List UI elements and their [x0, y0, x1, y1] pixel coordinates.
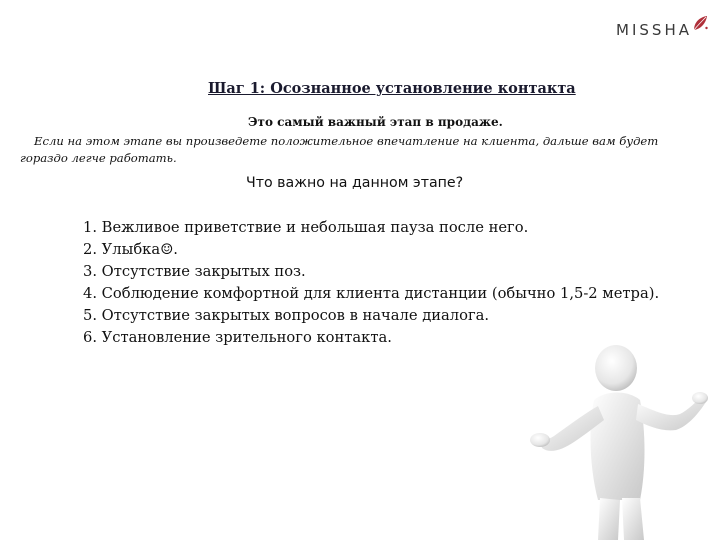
page-title: Шаг 1: Осознанное установление контакта — [208, 80, 576, 97]
list-item: 1. Вежливое приветствие и небольшая пауза после него. — [83, 219, 529, 236]
presenting-person-illustration — [528, 340, 708, 540]
list-item: 5. Отсутствие закрытых вопросов в начале диалога. — [83, 307, 490, 324]
subtitle: Это самый важный этап в продаже. — [248, 115, 503, 129]
list-item: 3. Отсутствие закрытых поз. — [83, 263, 306, 280]
missha-logo — [616, 14, 710, 39]
list-item: 6. Установление зрительного контакта. — [83, 329, 392, 346]
leaf-icon — [690, 14, 710, 34]
list-item: 2. Улыбка☺. — [83, 241, 178, 258]
tips-list — [83, 217, 663, 349]
logo-text: MISSHA — [616, 21, 692, 39]
list-item: 4. Соблюдение комфортной для клиента дистанции (обычно 1,5-2 метра). — [83, 285, 660, 302]
intro-text: Если на этом этапе вы произведете положительное впечатление на клиента, дальше вам будет гораздо легче работать. — [20, 134, 659, 165]
question-heading: Что важно на данном этапе? — [246, 175, 464, 191]
